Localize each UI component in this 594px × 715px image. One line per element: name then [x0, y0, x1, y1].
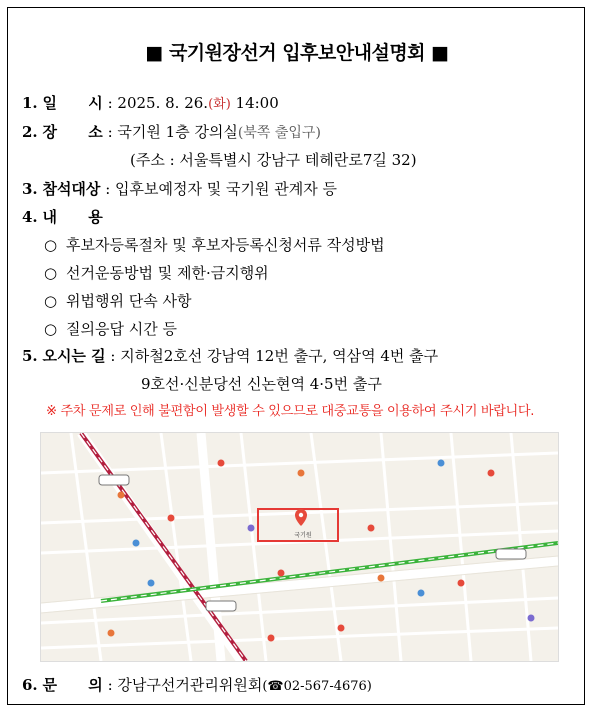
- item-label: 문 의: [42, 676, 103, 694]
- item-colon: :: [110, 347, 116, 365]
- parking-warning: ※ 주차 문제로 인해 불편함이 발생할 수 있으므로 대중교통을 이용하여 주시기 바랍니다.: [46, 404, 535, 419]
- bullet-text: 후보자등록절차 및 후보자등록신청서류 작성방법: [66, 236, 385, 254]
- content-bullet: [44, 290, 191, 311]
- place-value: 국기원 1층 강의실: [117, 123, 238, 141]
- item-directions: [22, 345, 438, 366]
- content-bullet: [44, 262, 269, 283]
- item-place: [22, 121, 321, 142]
- bullet-marker: ○: [44, 236, 58, 254]
- item-label: 내 용: [42, 208, 103, 226]
- item-number: 1.: [22, 94, 38, 112]
- place-address: (주소 : 서울특별시 강남구 테헤란로7길 32): [130, 151, 417, 169]
- item-number: 5.: [22, 347, 38, 365]
- item-number: 4.: [22, 208, 38, 226]
- yeoksam-station-icon: [496, 549, 526, 559]
- time-value: 14:00: [230, 94, 279, 112]
- attendees-value: 입후보예정자 및 국기원 관계자 등: [115, 180, 337, 198]
- item-label: 일 시: [42, 94, 103, 112]
- inquiry-value: 강남구선거관리위원회: [117, 676, 263, 694]
- directions-line-1: 지하철2호선 강남역 12번 출구, 역삼역 4번 출구: [120, 347, 439, 365]
- item-colon: :: [107, 123, 113, 141]
- bullet-text: 질의응답 시간 등: [66, 320, 177, 338]
- bullet-marker: ○: [44, 320, 58, 338]
- item-colon: :: [107, 94, 113, 112]
- map-background: [41, 433, 558, 661]
- sinnonhyeon-station-icon: [99, 475, 129, 485]
- map-graphic: [41, 433, 558, 661]
- content-bullet: [44, 234, 385, 255]
- directions-line-2: 9호선·신분당선 신논현역 4·5번 출구: [141, 375, 382, 393]
- item-number: 2.: [22, 123, 38, 141]
- bullet-marker: ○: [44, 264, 58, 282]
- location-label: 국기원: [294, 532, 312, 539]
- item-label: 참석대상: [42, 180, 101, 198]
- location-map[interactable]: [40, 432, 559, 662]
- bullet-text: 위법행위 단속 사항: [66, 292, 192, 310]
- bullet-marker: ○: [44, 292, 58, 310]
- date-value: 2025. 8. 26.: [117, 94, 209, 112]
- item-colon: :: [105, 180, 111, 198]
- item-date: [22, 92, 279, 113]
- bullet-text: 선거운동방법 및 제한·금지행위: [66, 264, 269, 282]
- item-content: [22, 206, 103, 227]
- item-attendees: [22, 178, 337, 199]
- item-inquiry: [22, 674, 372, 695]
- day-value: (화): [208, 97, 231, 112]
- content-bullet: [44, 318, 177, 339]
- item-number: 3.: [22, 180, 38, 198]
- gangnam-station-icon: [206, 601, 236, 611]
- item-label: 오시는 길: [42, 347, 106, 365]
- inquiry-phone: (☎02-567-4676): [262, 679, 372, 694]
- item-colon: :: [107, 676, 113, 694]
- page-title: ■ 국기원장선거 입후보안내설명회 ■: [145, 42, 449, 64]
- item-label: 장 소: [42, 123, 103, 141]
- place-note: (북쪽 출입구): [237, 125, 321, 141]
- item-number: 6.: [22, 676, 38, 694]
